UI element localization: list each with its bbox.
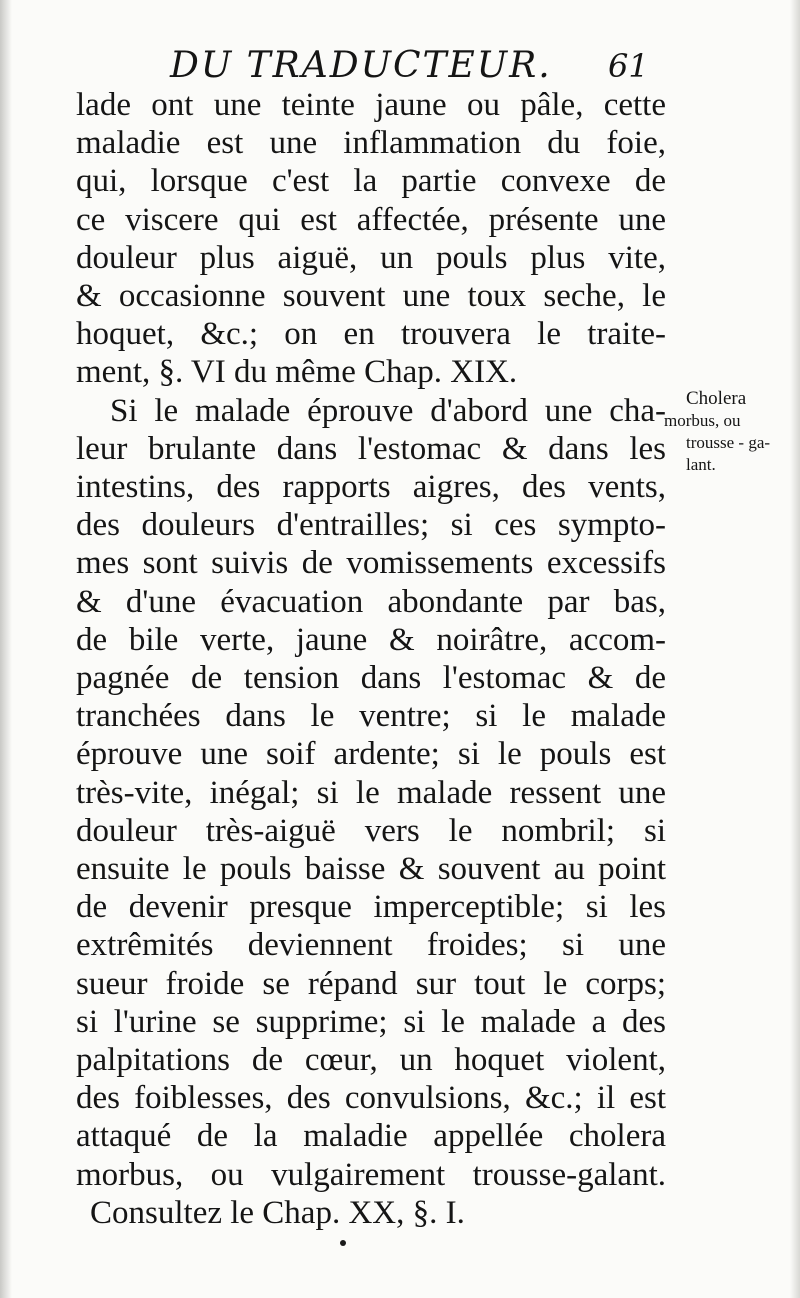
text-line: éprouve une soif ardente; si le pouls est — [76, 736, 666, 773]
text-line: ce viscere qui est affectée, présente une — [76, 201, 666, 238]
margin-note — [664, 388, 796, 476]
text-line: morbus, ou vulgairement trousse-galant. — [76, 1156, 666, 1193]
text-line: si l'urine se supprime; si le malade a des — [76, 1003, 666, 1040]
page-number: 61 — [608, 47, 649, 85]
text-line: douleur plus aiguë, un pouls plus vite, — [76, 239, 666, 276]
margin-note-line: Cholera — [686, 388, 747, 409]
text-line: douleur très-aiguë vers le nombril; si — [76, 812, 666, 849]
body-text — [76, 86, 666, 1232]
text-line: & occasionne souvent une toux seche, le — [76, 278, 666, 315]
text-line: très-vite, inégal; si le malade ressent une — [76, 774, 666, 811]
edge-shadow — [790, 0, 800, 1298]
text-line: qui, lorsque c'est la partie convexe de — [76, 163, 666, 200]
text-line: de devenir presque imperceptible; si les — [76, 889, 666, 926]
text-line: leur brulante dans l'estomac & dans les — [76, 430, 666, 467]
text-line: des douleurs d'entrailles; si ces sympto- — [76, 507, 666, 544]
text-line: palpitations de cœur, un hoquet violent, — [76, 1042, 666, 1079]
text-line: Si le malade éprouve d'abord une cha- — [110, 392, 666, 429]
margin-note-line: lant. — [686, 455, 716, 474]
text-line: sueur froide se répand sur tout le corps; — [76, 965, 666, 1002]
text-line: intestins, des rapports aigres, des vents, — [76, 469, 666, 506]
running-head: DU TRADUCTEUR. — [170, 45, 552, 86]
text-line: des foiblesses, des convulsions, &c.; il est — [76, 1080, 666, 1117]
text-line: extrêmités deviennent froides; si une — [76, 927, 666, 964]
page-header — [170, 44, 650, 90]
margin-note-line: morbus, ou — [664, 411, 741, 430]
ink-dot — [340, 1240, 346, 1246]
text-line: Consultez le Chap. XX, §. I. — [90, 1194, 465, 1231]
text-line: lade ont une teinte jaune ou pâle, cette — [76, 87, 666, 123]
margin-note-line: trousse - ga- — [686, 433, 771, 452]
text-line: pagnée de tension dans l'estomac & de — [76, 660, 666, 697]
text-line: hoquet, &c.; on en trouvera le traite- — [76, 316, 666, 353]
gutter-shadow — [0, 0, 12, 1298]
text-line: attaqué de la maladie appellée cholera — [76, 1118, 666, 1155]
text-line: ment, §. VI du même Chap. XIX. — [76, 354, 518, 391]
text-line: tranchées dans le ventre; si le malade — [76, 698, 666, 735]
text-line: de bile verte, jaune & noirâtre, accom- — [76, 621, 666, 658]
text-line: maladie est une inflammation du foie, — [76, 125, 666, 162]
text-line: & d'une évacuation abondante par bas, — [76, 583, 666, 620]
text-line: ensuite le pouls baisse & souvent au point — [76, 851, 666, 888]
text-line: mes sont suivis de vomissements excessifs — [76, 545, 666, 582]
